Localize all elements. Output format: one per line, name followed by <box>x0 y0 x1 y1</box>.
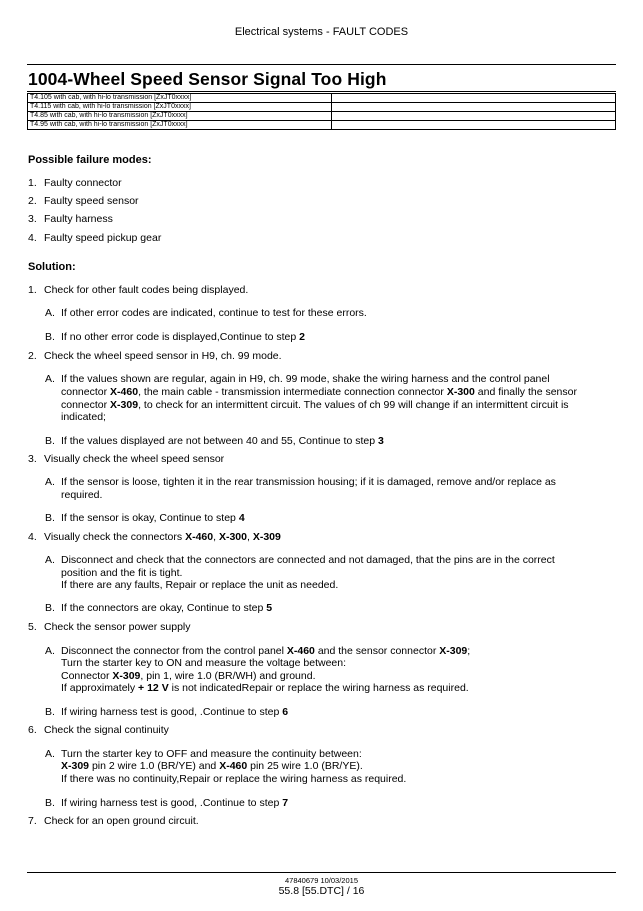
page-number: 55.8 [55.DTC] / 16 <box>278 885 365 897</box>
document-number: 47840679 10/03/2015 <box>285 876 358 885</box>
table-row <box>28 94 616 103</box>
table-row <box>28 121 616 130</box>
empty-cell <box>332 112 616 121</box>
fault-code-title: 1004-Wheel Speed Sensor Signal Too High <box>28 69 387 89</box>
model-cell: T4.105 with cab, with hi-lo transmission [ZxJT0xxxx] <box>28 94 332 103</box>
footer-rule <box>27 872 616 873</box>
table-row <box>28 112 616 121</box>
step-reference: 5 <box>266 602 273 614</box>
model-cell: T4.85 with cab, with hi-lo transmission [ZxJT0xxxx] <box>28 112 332 121</box>
empty-cell <box>332 94 616 103</box>
step-reference: 3 <box>377 435 384 447</box>
title-rule-top <box>27 64 616 65</box>
step-reference: 6 <box>282 706 289 718</box>
model-cell: T4.115 with cab, with hi-lo transmission [ZxJT0xxxx] <box>28 103 332 112</box>
step-reference: 4 <box>238 512 245 524</box>
step-reference: 2 <box>299 331 305 343</box>
empty-cell <box>332 103 616 112</box>
model-cell: T4.95 with cab, with hi-lo transmission [ZxJT0xxxx] <box>28 121 332 130</box>
step-reference: 7 <box>282 797 289 809</box>
page-header: Electrical systems - FAULT CODES <box>234 26 409 38</box>
table-row <box>28 103 616 112</box>
empty-cell <box>332 121 616 130</box>
failure-modes-heading: Possible failure modes: <box>28 154 152 166</box>
title-rule-bottom <box>27 91 616 92</box>
model-applicability-table <box>27 93 616 130</box>
solution-heading: Solution: <box>28 261 76 273</box>
